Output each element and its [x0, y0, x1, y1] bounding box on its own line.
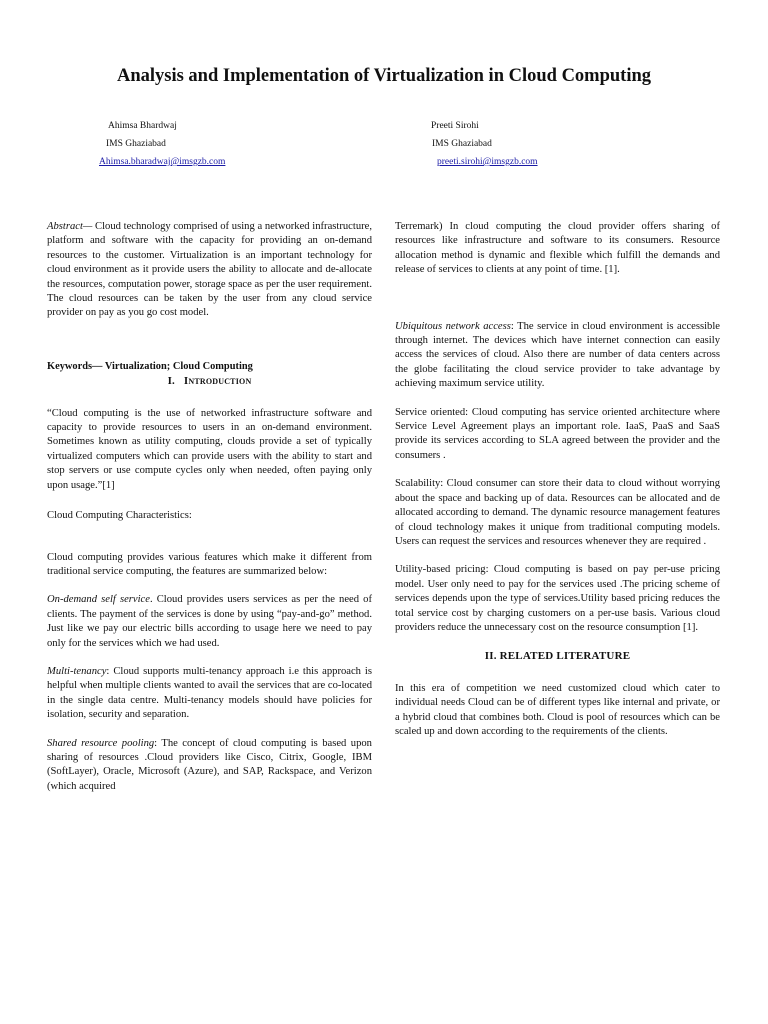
section-title: Introduction — [183, 375, 252, 388]
feature-label: Multi-tenancy — [47, 665, 107, 677]
feature-on-demand — [47, 593, 372, 651]
author-block-1 — [99, 117, 226, 171]
feature-text: : Cloud supports multi-tenancy approach i.e this approach is helpful when multiple clients wanted to avail the services that are co-located in the single data centre. Multi-tenancy models should have policies for isolation, security and separation. — [47, 665, 372, 721]
feature-service-oriented: Service oriented: Cloud computing has service oriented architecture where Service Level Agreement plays an important role. IaaS, PaaS and SaaS provide its services according to SLA agreed between the provider and the consumers . — [395, 406, 720, 461]
feature-label: On-demand self service — [47, 594, 150, 606]
section-heading-introduction — [47, 374, 372, 388]
author-name: Ahimsa Bhardwaj — [108, 121, 177, 131]
feature-text: : The concept of cloud computing is based upon sharing of resources .Cloud providers like Cisco, Citrix, Google, IBM (SoftLayer), Oracle, Microsoft (Azure), and SAP, Rackspace, and Verizon (which acquired — [47, 737, 372, 792]
characteristics-heading: Cloud Computing Characteristics: — [47, 510, 192, 522]
author-affiliation: IMS Ghaziabad — [432, 139, 492, 149]
keywords: Keywords— Virtualization; Cloud Computing — [47, 360, 253, 372]
author-email-link[interactable]: Ahimsa.bharadwaj@imsgzb.com — [99, 157, 226, 167]
feature-multi-tenancy — [47, 665, 372, 723]
section-number: I. — [167, 375, 175, 388]
section-heading-related-literature: II. RELATED LITERATURE — [484, 650, 631, 663]
left-column — [47, 220, 372, 808]
feature-text: . Cloud provides users services as per the need of clients. The payment of the services is done by using “pay-and-go” method. Just like we pay our electric bills according to usage here we need to pay only for the services which we had used. — [47, 594, 372, 649]
right-column — [395, 220, 720, 753]
author-name: Preeti Sirohi — [431, 121, 479, 131]
abstract-label: Abstract— — [47, 221, 93, 232]
shared-pooling-continued: Terremark) In cloud computing the cloud provider offers sharing of resources like infrastructure and software to its consumers. Resource allocation method is dynamic and flexible which fulfill the demands and release of services to clients at any point of time. [1]. — [395, 221, 720, 276]
abstract — [47, 220, 372, 321]
author-block-2 — [431, 117, 538, 171]
paper-title: Analysis and Implementation of Virtualization in Cloud Computing — [116, 66, 652, 86]
intro-quote: “Cloud computing is the use of networked infrastructure software and capacity to provide resources to users in an on-demand environment. Sometimes known as utility computing, clouds provide a set of typically virtualized computers which can provide users with the ability to start and stop servers or use compute cycles only when needed, often paying only upon usage.”[1] — [47, 407, 372, 491]
related-literature-text: In this era of competition we need customized cloud which cater to individual needs Cloud can be of different types like internal and private, or a hybrid cloud that combines both. Cloud is pool of resources which can be scaled up and down according to the requirements of the clients. — [395, 682, 720, 737]
abstract-text: Cloud technology comprised of using a networked infrastructure, platform and software with the capacity for providing an on-demand resources to the customer. Virtualization is an important technology for cloud environment as it provide users the ability to allocate and de-allocate the resources, computation power, storage space as per the user requirement. The cloud resources can be taken by the user from any cloud service provider on pay as you go cost model. — [47, 221, 372, 319]
feature-text: : The service in cloud environment is accessible through internet. The devices which have internet connection can easily access the services of cloud. Also there are number of data centers across the globe facilitating the cloud service provider to take advantage by achieving maximum service utility. — [395, 320, 720, 390]
feature-scalability: Scalability: Cloud consumer can store their data to cloud without worrying about the space and backing up of data. Resources can be allocated and de allocated according to demand. The dynamic resource management features of cloud technology makes it unique from traditional computing models. Users can request the services and resources whenever they are required . — [395, 478, 720, 547]
feature-label: Ubiquitous network access — [395, 320, 511, 332]
feature-shared-pooling — [47, 737, 372, 795]
features-intro: Cloud computing provides various features which make it different from traditional service computing, the features are summarized below: — [47, 551, 372, 577]
feature-label: Shared resource pooling — [47, 737, 155, 749]
author-affiliation: IMS Ghaziabad — [106, 139, 166, 149]
feature-ubiquitous — [395, 320, 720, 392]
feature-utility-pricing: Utility-based pricing: Cloud computing is based on pay per-use pricing model. User only need to pay for the services used .The pricing scheme of services depends upon the type of services.Utility based pricing reduces the total service cost by charging customers on a per-use basis. Various cloud providers reduce the unnecessary cost on the resource consumption [1]. — [395, 564, 720, 633]
author-email-link[interactable]: preeti.sirohi@imsgzb.com — [437, 157, 538, 167]
